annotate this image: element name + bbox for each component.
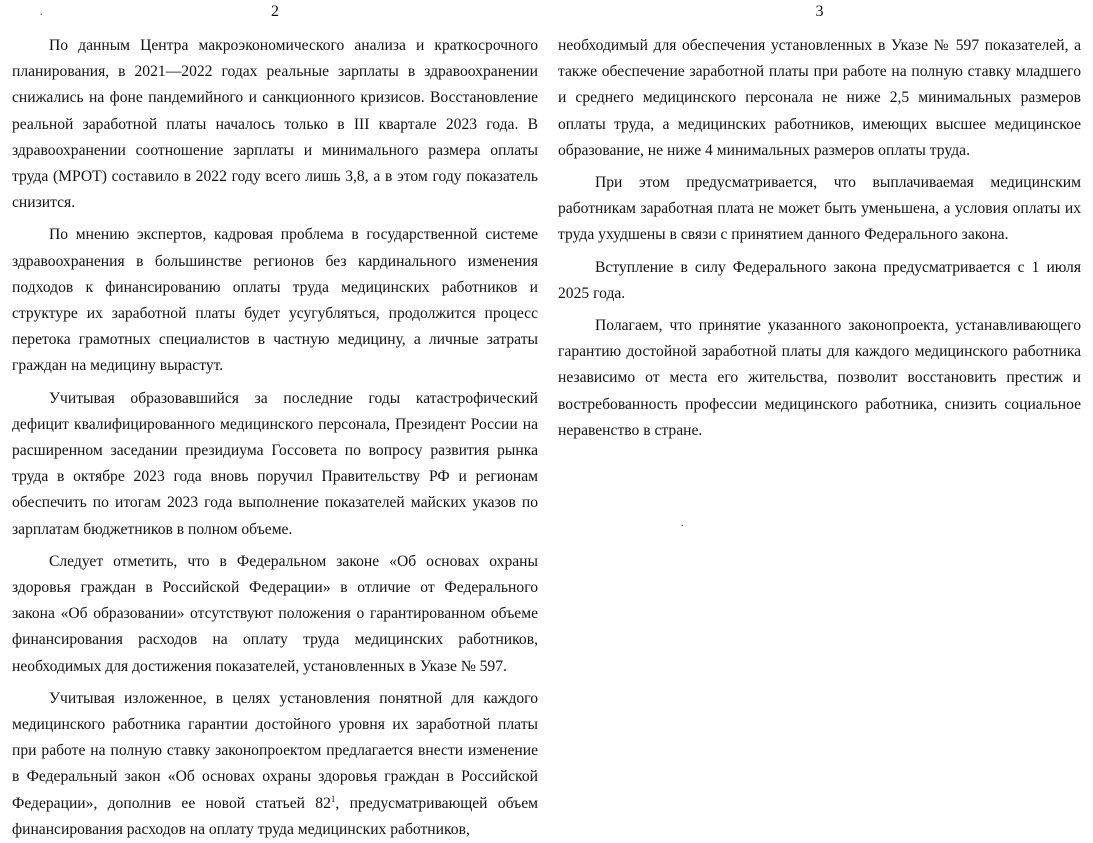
paragraph-law-comparison: Следует отметить, что в Федеральном законе «Об основах охраны здоровья граждан в Российской Федерации» в отличие от Федерального закона «Об образовании» отсутствуют положения о гарантированном объеме финансирования расходов на оплату труда медицинских работников, необходимых для достижения показателей, установленных в Указе № 597. (12, 552, 538, 675)
paragraph-president-order: Учитывая образовавшийся за последние годы катастрофический дефицит квалифицированного медицинского персонала, Президент России на расширенном заседании президиума Госсовета по вопросу развития рынка труда в октябре 2023 года вновь поручил Правительству РФ и регионам обеспечить по итогам 2023 года выполнение показателей майских указов по зарплатам бюджетников в полном объеме. (12, 389, 538, 538)
page-body (12, 33, 538, 843)
proposal-text-start: Учитывая изложенное, в целях установления понятной для каждого медицинского работника гарантии достойного уровня их заработной платы при работе на полную ставку законопроектом предлагается внести изменение в Федеральный закон «Об основах охраны здоровья граждан в Российской Федерации», дополнив ее новой статьей 82 (12, 689, 538, 812)
scan-speck: . (681, 518, 684, 529)
page-number: 3 (815, 3, 824, 20)
page-number: 2 (271, 3, 279, 20)
paragraph-conclusion: Полагаем, что принятие указанного законопроекта, устанавливающего гарантию достойной заработной платы для каждого медицинского работника независимо от места его жительства, позволит восстановить престиж и востребованность профессии медицинского работника, снизить социальное неравенство в стране. (558, 317, 1081, 439)
scan-speck: . (40, 7, 43, 18)
paragraph-expert-opinion: По мнению экспертов, кадровая проблема в государственной системе здравоохранения в большинстве регионов без кардинального изменения подходов к финансированию оплаты труда медицинских работников и структуре их заработной платы будет усугубляться, продолжится процесс перетока грамотных специалистов в частную медицину, а личные затраты граждан на медицину вырастут. (12, 226, 538, 375)
proposal-text-end: , предусматривающей объем финансирования расходов на оплату труда медицинских работников, (12, 794, 538, 838)
page-body (558, 33, 1081, 444)
paragraph-effective-date: Вступление в силу Федерального закона предусматривается с 1 июля 2025 года. (558, 258, 1081, 302)
paragraph-salary-data: По данным Центра макроэкономического анализа и краткосрочного планирования, в 2021—2022 годах реальные зарплаты в здравоохранении снижались на фоне пандемийного и санкционного кризисов. Восстановление реальной заработной платы началось только в III квартале 2023 года. В здравоохранении соотношение зарплаты и минимального размера оплаты труда (МРОТ) составило в 2022 году всего лишь 3,8, а в этом году показатель снизится. (12, 37, 538, 212)
paragraph-proposal (12, 686, 538, 843)
paragraph-salary-guarantee: При этом предусматривается, что выплачиваемая медицинским работникам заработная плата не может быть уменьшена, а условия оплаты их труда ухудшены в связи с принятием данного Федерального закона. (558, 174, 1081, 244)
paragraph-continuation: необходимый для обеспечения установленных в Указе № 597 показателей, а также обеспечение заработной платы при работе на полную ставку младшего и среднего медицинского персонала не ниже 2,5 минимальных размеров оплаты труда, а медицинских работников, имеющих высшее медицинское образование, не ниже 4 минимальных размеров оплаты труда. (558, 37, 1081, 159)
page-3 (558, 0, 1081, 786)
article-superscript: 1 (330, 793, 336, 804)
page-2 (12, 0, 538, 838)
